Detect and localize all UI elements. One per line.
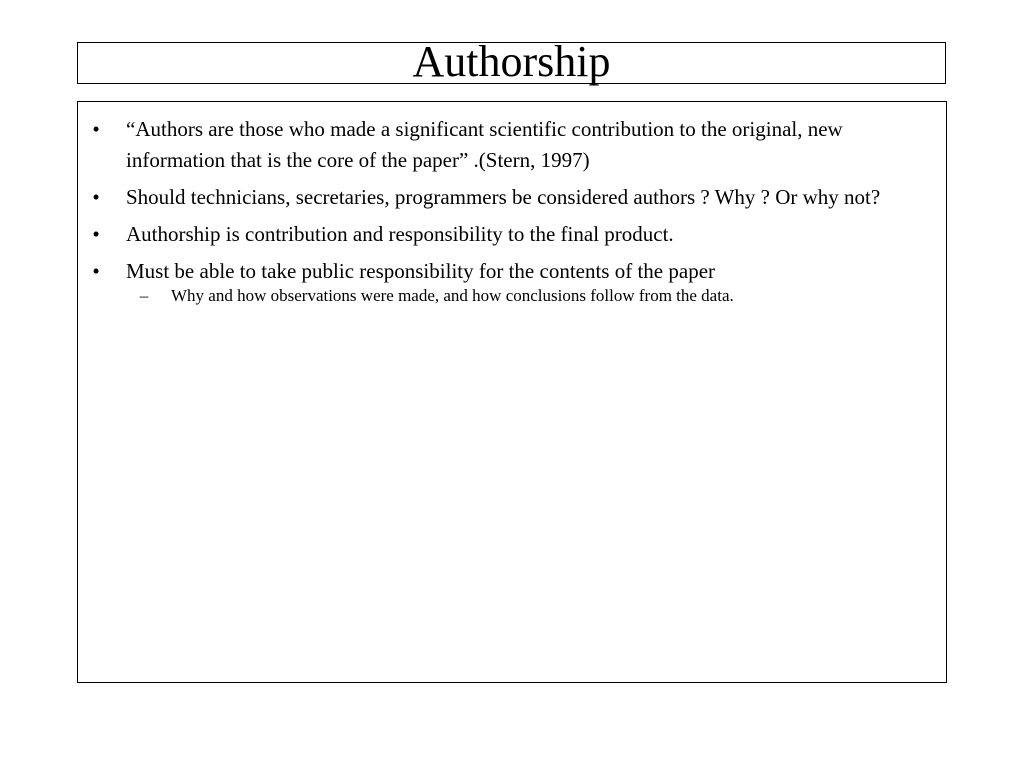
sub-bullet-item — [126, 284, 916, 307]
bullet-text: Must be able to take public responsibility for the contents of the paper — [126, 259, 716, 283]
bullet-item — [78, 219, 946, 250]
slide-title: Authorship — [412, 37, 611, 86]
sub-bullet-marker: – — [139, 286, 149, 305]
sub-bullet-list — [126, 284, 916, 307]
bullet-text: Should technicians, secretaries, programmers be considered authors ? Why ? Or why not? — [126, 185, 881, 209]
bullet-list — [78, 114, 946, 313]
bullet-item — [78, 256, 946, 307]
bullet-marker: • — [92, 117, 100, 141]
content-box — [77, 101, 947, 683]
bullet-text: Authorship is contribution and responsibility to the final product. — [126, 222, 674, 246]
bullet-item — [78, 114, 946, 176]
bullet-marker: • — [92, 222, 100, 246]
bullet-marker: • — [92, 185, 100, 209]
sub-bullet-text: Why and how observations were made, and how conclusions follow from the data. — [171, 286, 734, 305]
bullet-text: “Authors are those who made a significant scientific contribution to the original, new information that is the core of the paper” .(Stern, 1997) — [126, 117, 843, 172]
bullet-item — [78, 182, 946, 213]
bullet-marker: • — [92, 259, 100, 283]
title-box — [77, 37, 946, 86]
